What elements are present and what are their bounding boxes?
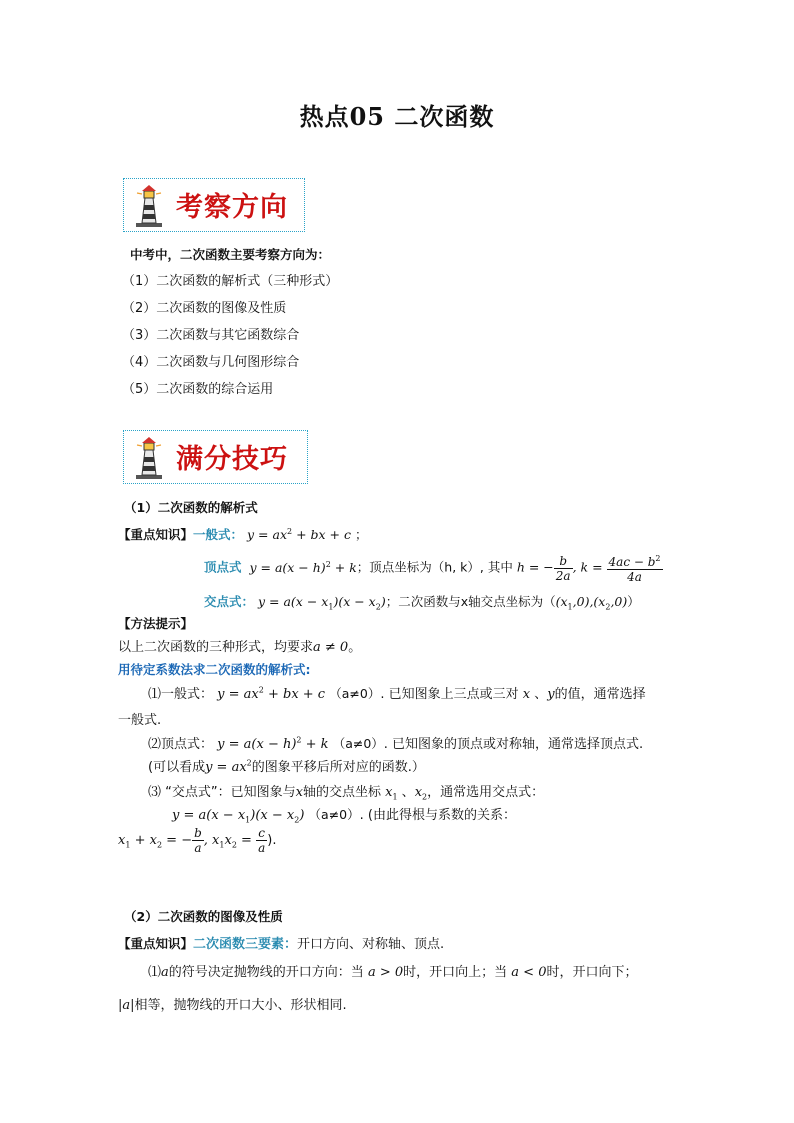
fraction: $\frac{b}{a}$ xyxy=(194,826,202,855)
list-item: （2）二次函数的图像及性质 xyxy=(122,301,287,316)
intercept-form-method: ⑶ “交点式”：已知图象与x轴的交点坐标 $x_1$ 、$x_2$，通常选用交点式： xyxy=(148,785,545,802)
vertex-form-method: ⑵顶点式： $y = a(x - h)^2 + k$ （a≠0）. 已知图象的顶点或对称轴，通常选择顶点式. xyxy=(148,735,644,752)
list-item: （4）二次函数与几何图形综合 xyxy=(122,355,300,370)
list-item: （3）二次函数与其它函数综合 xyxy=(122,328,300,343)
formula: h = − xyxy=(516,559,554,575)
method-hint-label: 【方法提示】 xyxy=(118,616,194,631)
formula: $y = ax^2$ + bx + c xyxy=(247,526,351,542)
page-title: 热点05 二次函数 xyxy=(299,102,495,131)
banner-title: 考察方向 xyxy=(176,192,288,223)
opening-size-line: |a|相等，抛物线的开口大小、形状相同. xyxy=(118,998,347,1013)
banner-title: 满分技巧 xyxy=(176,444,288,475)
section-banner-exam-direction xyxy=(123,178,305,232)
general-form-method: ⑴一般式： $y = ax^2$ + bx + c （a≠0）. 已知图象上三点或三对 x 、y的值，通常选择 xyxy=(148,685,646,702)
intercept-form-formula: $y = a(x - x_1)(x - x_2)$ （a≠0）. (由此得根与系数的关系： xyxy=(172,807,516,825)
general-form-line: 【重点知识】一般式： $y = ax^2$ + bx + c ； xyxy=(118,526,368,542)
section1-intro: 中考中，二次函数主要考察方向为： xyxy=(130,247,331,262)
intercept-form-line: 交点式： $y = a(x - x_1)(x - x_2)$；二次函数与x轴交点坐标为$((x_1,0),(x_2,0))$ xyxy=(204,594,640,612)
general-form-label: 一般式： xyxy=(193,527,244,542)
vieta-relation: $x_1 + x_2$ = − $\frac{b}{a}$ , $x_1x_2$ = $\frac{c}{a}$ ). xyxy=(118,826,277,855)
subsection-title: （1）二次函数的解析式 xyxy=(124,500,258,515)
three-forms-note: 以上二次函数的三种形式，均要求a ≠ 0。 xyxy=(118,640,362,655)
lighthouse-icon xyxy=(134,182,164,228)
vertex-form-line: 顶点式 $y = a(x - h)^2 + k$；顶点坐标为（h, k）, 其中 h = − $\frac{b}{2a}$ , k = $\frac{4ac - b^2}{4a}$ xyxy=(204,553,661,584)
three-elements-line: 【重点知识】二次函数三要素：开口方向、对称轴、顶点. xyxy=(118,936,445,952)
fraction: $\frac{4ac - b^2}{4a}$ xyxy=(608,554,661,584)
formula: $y = a(x - h)^2 + k$ xyxy=(249,559,357,575)
key-knowledge-label: 【重点知识】 xyxy=(118,527,194,542)
vertex-form-note: (可以看成$y = ax^2$的图象平移后所对应的函数.） xyxy=(148,758,425,775)
formula: $y = a(x - x_1)(x - x_2)$ xyxy=(258,594,386,612)
general-form-method-cont: 一般式. xyxy=(118,713,162,728)
section-banner-full-score-tips xyxy=(123,430,308,484)
fraction: $\frac{b}{2a}$ xyxy=(555,553,571,583)
undetermined-coefficients-heading: 用待定系数法求二次函数的解析式: xyxy=(118,662,311,677)
opening-direction-line: ⑴a的符号决定抛物线的开口方向：当 a > 0时，开口向上；当 a < 0时，开口向下； xyxy=(148,965,638,980)
lighthouse-icon xyxy=(134,434,164,480)
vertex-form-label: 顶点式 xyxy=(204,559,242,575)
subsection-title: （2）二次函数的图像及性质 xyxy=(124,909,283,924)
intercept-form-label: 交点式： xyxy=(204,594,255,609)
fraction: $\frac{c}{a}$ xyxy=(258,826,266,855)
list-item: （5）二次函数的综合运用 xyxy=(122,382,274,397)
list-item: （1）二次函数的解析式（三种形式） xyxy=(122,274,339,289)
